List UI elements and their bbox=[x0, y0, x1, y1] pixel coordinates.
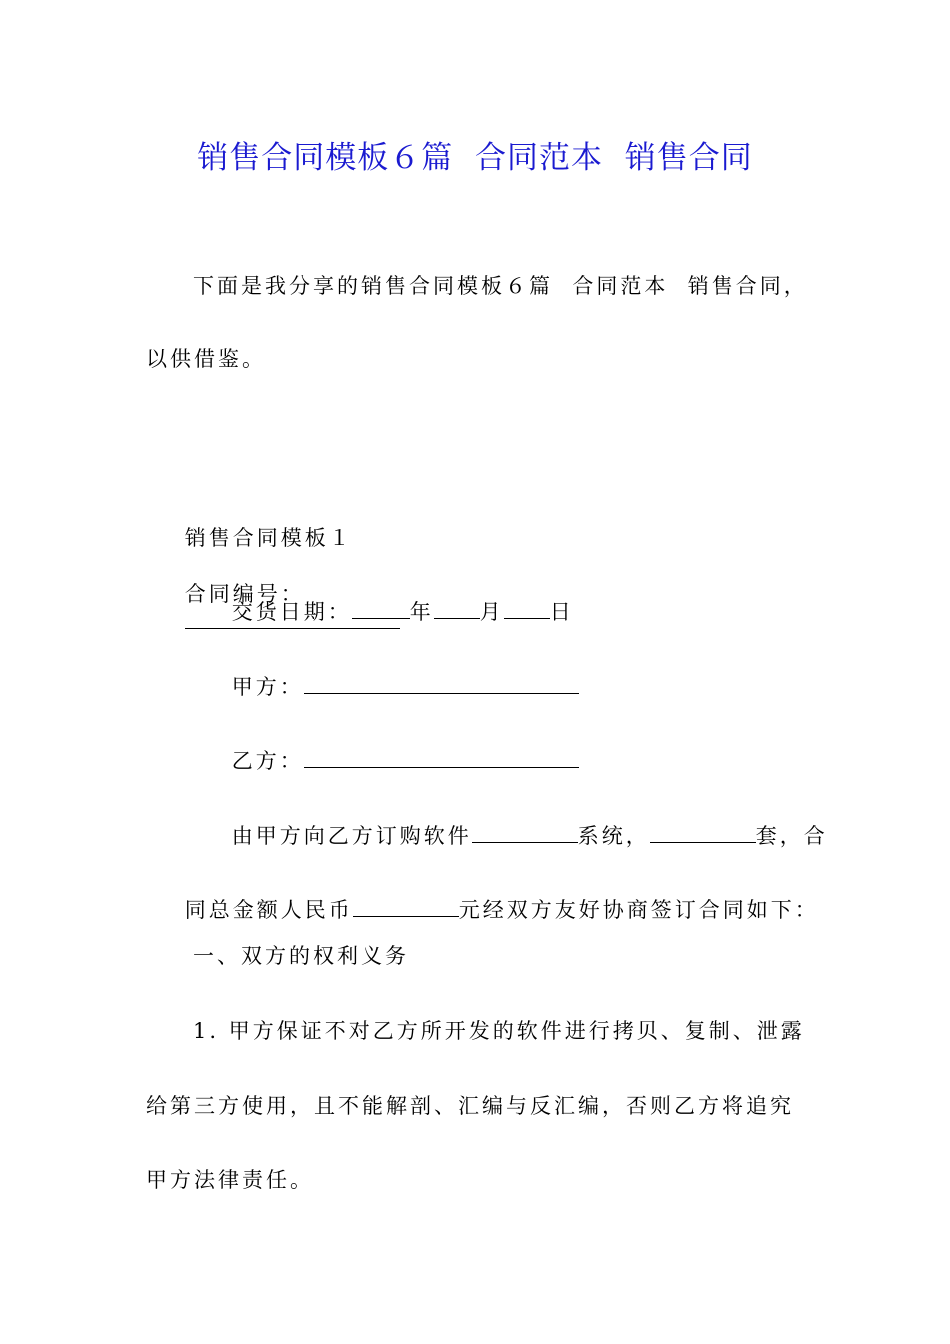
document-title: 销售合同模板６篇 合同范本 销售合同 bbox=[197, 140, 753, 176]
party-a-label: 甲方： bbox=[231, 675, 304, 699]
amount-text-2: 元经双方友好协商签订合同如下： bbox=[458, 898, 819, 922]
amount-blank bbox=[353, 914, 459, 917]
amount-line bbox=[146, 868, 819, 952]
amount-text-1: 同总金额人民币 bbox=[184, 898, 353, 922]
order-text-3: 套，合 bbox=[755, 824, 828, 848]
contract-no-label: 合同编号： bbox=[184, 582, 305, 606]
party-b-row bbox=[193, 719, 579, 803]
template-heading: 销售合同模板１ bbox=[184, 526, 353, 550]
party-a-row bbox=[193, 645, 579, 729]
section-1-heading: 一、双方的权利义务 bbox=[193, 944, 409, 968]
delivery-label: 交货日期： bbox=[231, 600, 352, 624]
month-blank bbox=[434, 616, 480, 619]
day-label: 日 bbox=[549, 600, 574, 624]
order-text-1: 由甲方向乙方订购软件 bbox=[231, 824, 472, 848]
intro-line-1: 下面是我分享的销售合同模板６篇 合同范本 销售合同， bbox=[193, 274, 808, 298]
year-blank bbox=[352, 616, 410, 619]
clause-1-line-2: 给第三方使用，且不能解剖、汇编与反汇编，否则乙方将追究 bbox=[146, 1094, 794, 1118]
month-label: 月 bbox=[479, 600, 504, 624]
delivery-date-row bbox=[193, 570, 574, 654]
party-a-blank bbox=[304, 691, 579, 694]
clause-1-line-1: 1. 甲方保证不对乙方所开发的软件进行拷贝、复制、泄露 bbox=[193, 1019, 805, 1043]
quantity-blank bbox=[650, 840, 756, 843]
year-label: 年 bbox=[409, 600, 434, 624]
software-blank bbox=[472, 840, 578, 843]
party-b-label: 乙方： bbox=[231, 749, 304, 773]
order-line bbox=[193, 794, 828, 878]
clause-1-line-3: 甲方法律责任。 bbox=[146, 1168, 314, 1192]
order-text-2: 系统， bbox=[577, 824, 650, 848]
party-b-blank bbox=[304, 765, 579, 768]
day-blank bbox=[504, 616, 550, 619]
intro-line-2: 以供借鉴。 bbox=[146, 347, 266, 371]
